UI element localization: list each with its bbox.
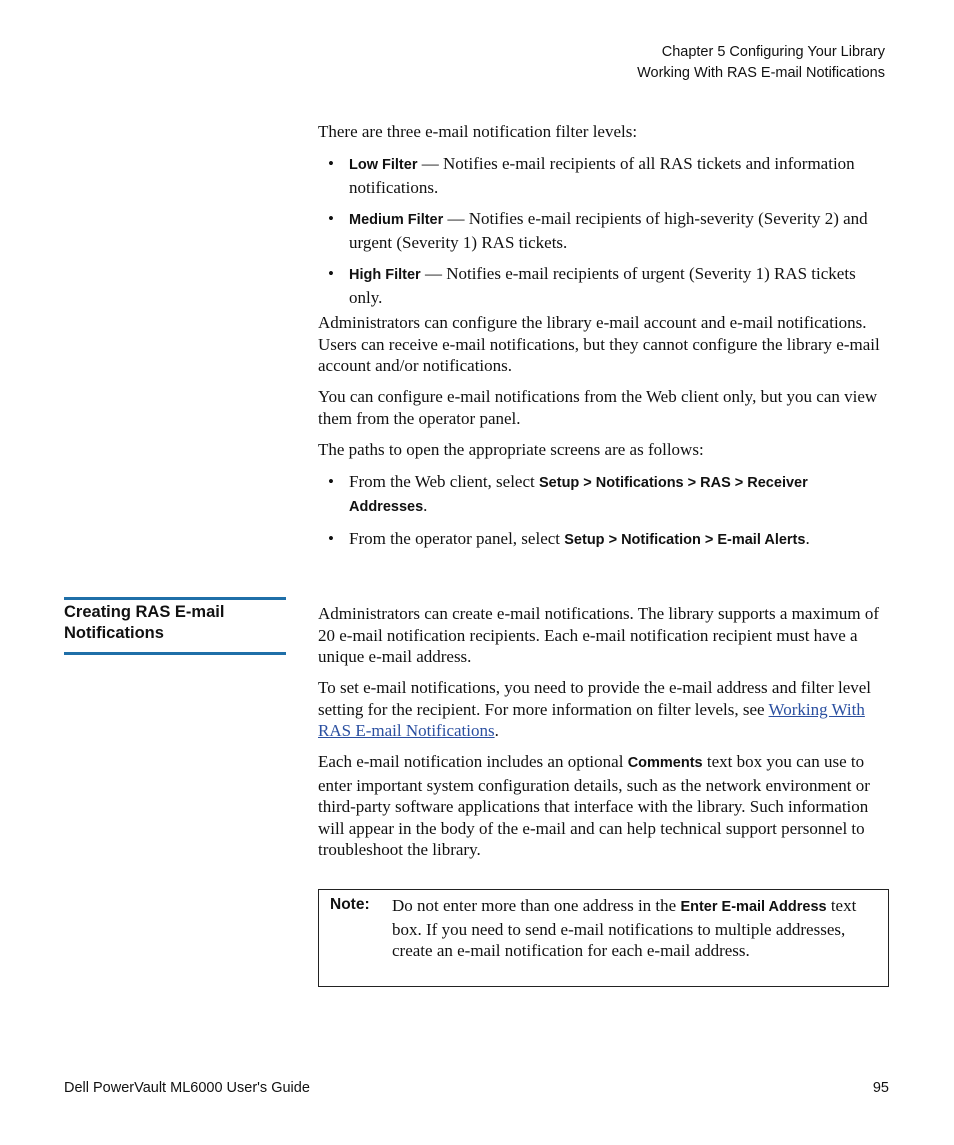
bullet-icon: • [328, 209, 334, 228]
header-section: Working With RAS E-mail Notifications [637, 65, 885, 81]
note-box [318, 889, 889, 987]
create-paragraph: Administrators can create e-mail notifications. The library supports a maximum of 20 e-mail notification recipients. Each e-mail notification recipient must have a unique e-mail address. [318, 604, 879, 666]
section-heading [64, 597, 286, 655]
list-item [318, 208, 888, 253]
filter-list [318, 153, 888, 308]
list-item: • From the operator panel, select Setup > Notification > E-mail Alerts. [328, 529, 810, 548]
filter-desc: — Notifies e-mail recipients of all RAS tickets and information notifications. [349, 154, 855, 197]
list-item [318, 263, 888, 308]
intro-paragraph: There are three e-mail notification filter levels: [318, 122, 638, 141]
bullet-icon: • [328, 154, 334, 173]
list-item: • From the Web client, select Setup > Notifications > RAS > Receiver Addresses. [328, 472, 808, 515]
header-chapter: Chapter 5 Configuring Your Library [661, 44, 885, 60]
comments-paragraph: Each e-mail notification includes an optional Comments text box you can use to enter important system configuration details, such as the network environment or third-party software applications that interface with the library. Such information will appear in the body of the e-mail and can help technical support personnel to troubleshoot the library. [318, 752, 870, 859]
note-text: Do not enter more than one address in the Enter E-mail Address text box. If you need to send e-mail notifications to multiple addresses, create an e-mail notification for each e-mail address. [392, 896, 857, 960]
set-paragraph: To set e-mail notifications, you need to provide the e-mail address and filter level setting for the recipient. For more information on filter levels, see Working With RAS E-mail Notifications. [318, 678, 872, 740]
page-number: 95 [872, 1080, 889, 1096]
section-title: Creating RAS E-mail Notifications [64, 603, 225, 642]
paths-list [318, 471, 888, 552]
filter-term: Medium Filter [349, 212, 444, 228]
web-client-paragraph: You can configure e-mail notifications from the Web client only, but you can view them from the operator panel. [318, 387, 878, 428]
bullet-icon: • [328, 472, 334, 491]
note-term: Enter E-mail Address [680, 899, 827, 915]
filter-desc: — Notifies e-mail recipients of high-severity (Severity 2) and urgent (Severity 1) RAS tickets. [349, 209, 868, 252]
heading-rule-top [64, 597, 286, 600]
running-header [637, 42, 885, 84]
paths-paragraph: The paths to open the appropriate screens are as follows: [318, 440, 704, 459]
filter-term: Low Filter [349, 157, 418, 173]
filter-desc: — Notifies e-mail recipients of urgent (Severity 1) RAS tickets only. [349, 264, 856, 307]
note-label: Note: [330, 896, 370, 913]
filter-term: High Filter [349, 267, 421, 283]
list-item [318, 153, 888, 198]
cross-reference-link[interactable]: Working With RAS E-mail Notifications [318, 699, 865, 740]
menu-path: Setup > Notification > E-mail Alerts [564, 532, 806, 548]
bullet-icon: • [328, 264, 334, 283]
admin-paragraph: Administrators can configure the library e-mail account and e-mail notifications. Users can receive e-mail notifications, but they cannot configure the library e-mail account and/or notifications. [318, 313, 880, 375]
menu-path: Setup > Notifications > RAS > Receiver Addresses [349, 475, 808, 515]
footer-title: Dell PowerVault ML6000 User's Guide [64, 1080, 310, 1096]
heading-rule-bottom [64, 652, 286, 655]
comments-term: Comments [627, 755, 703, 771]
bullet-icon: • [328, 529, 334, 548]
